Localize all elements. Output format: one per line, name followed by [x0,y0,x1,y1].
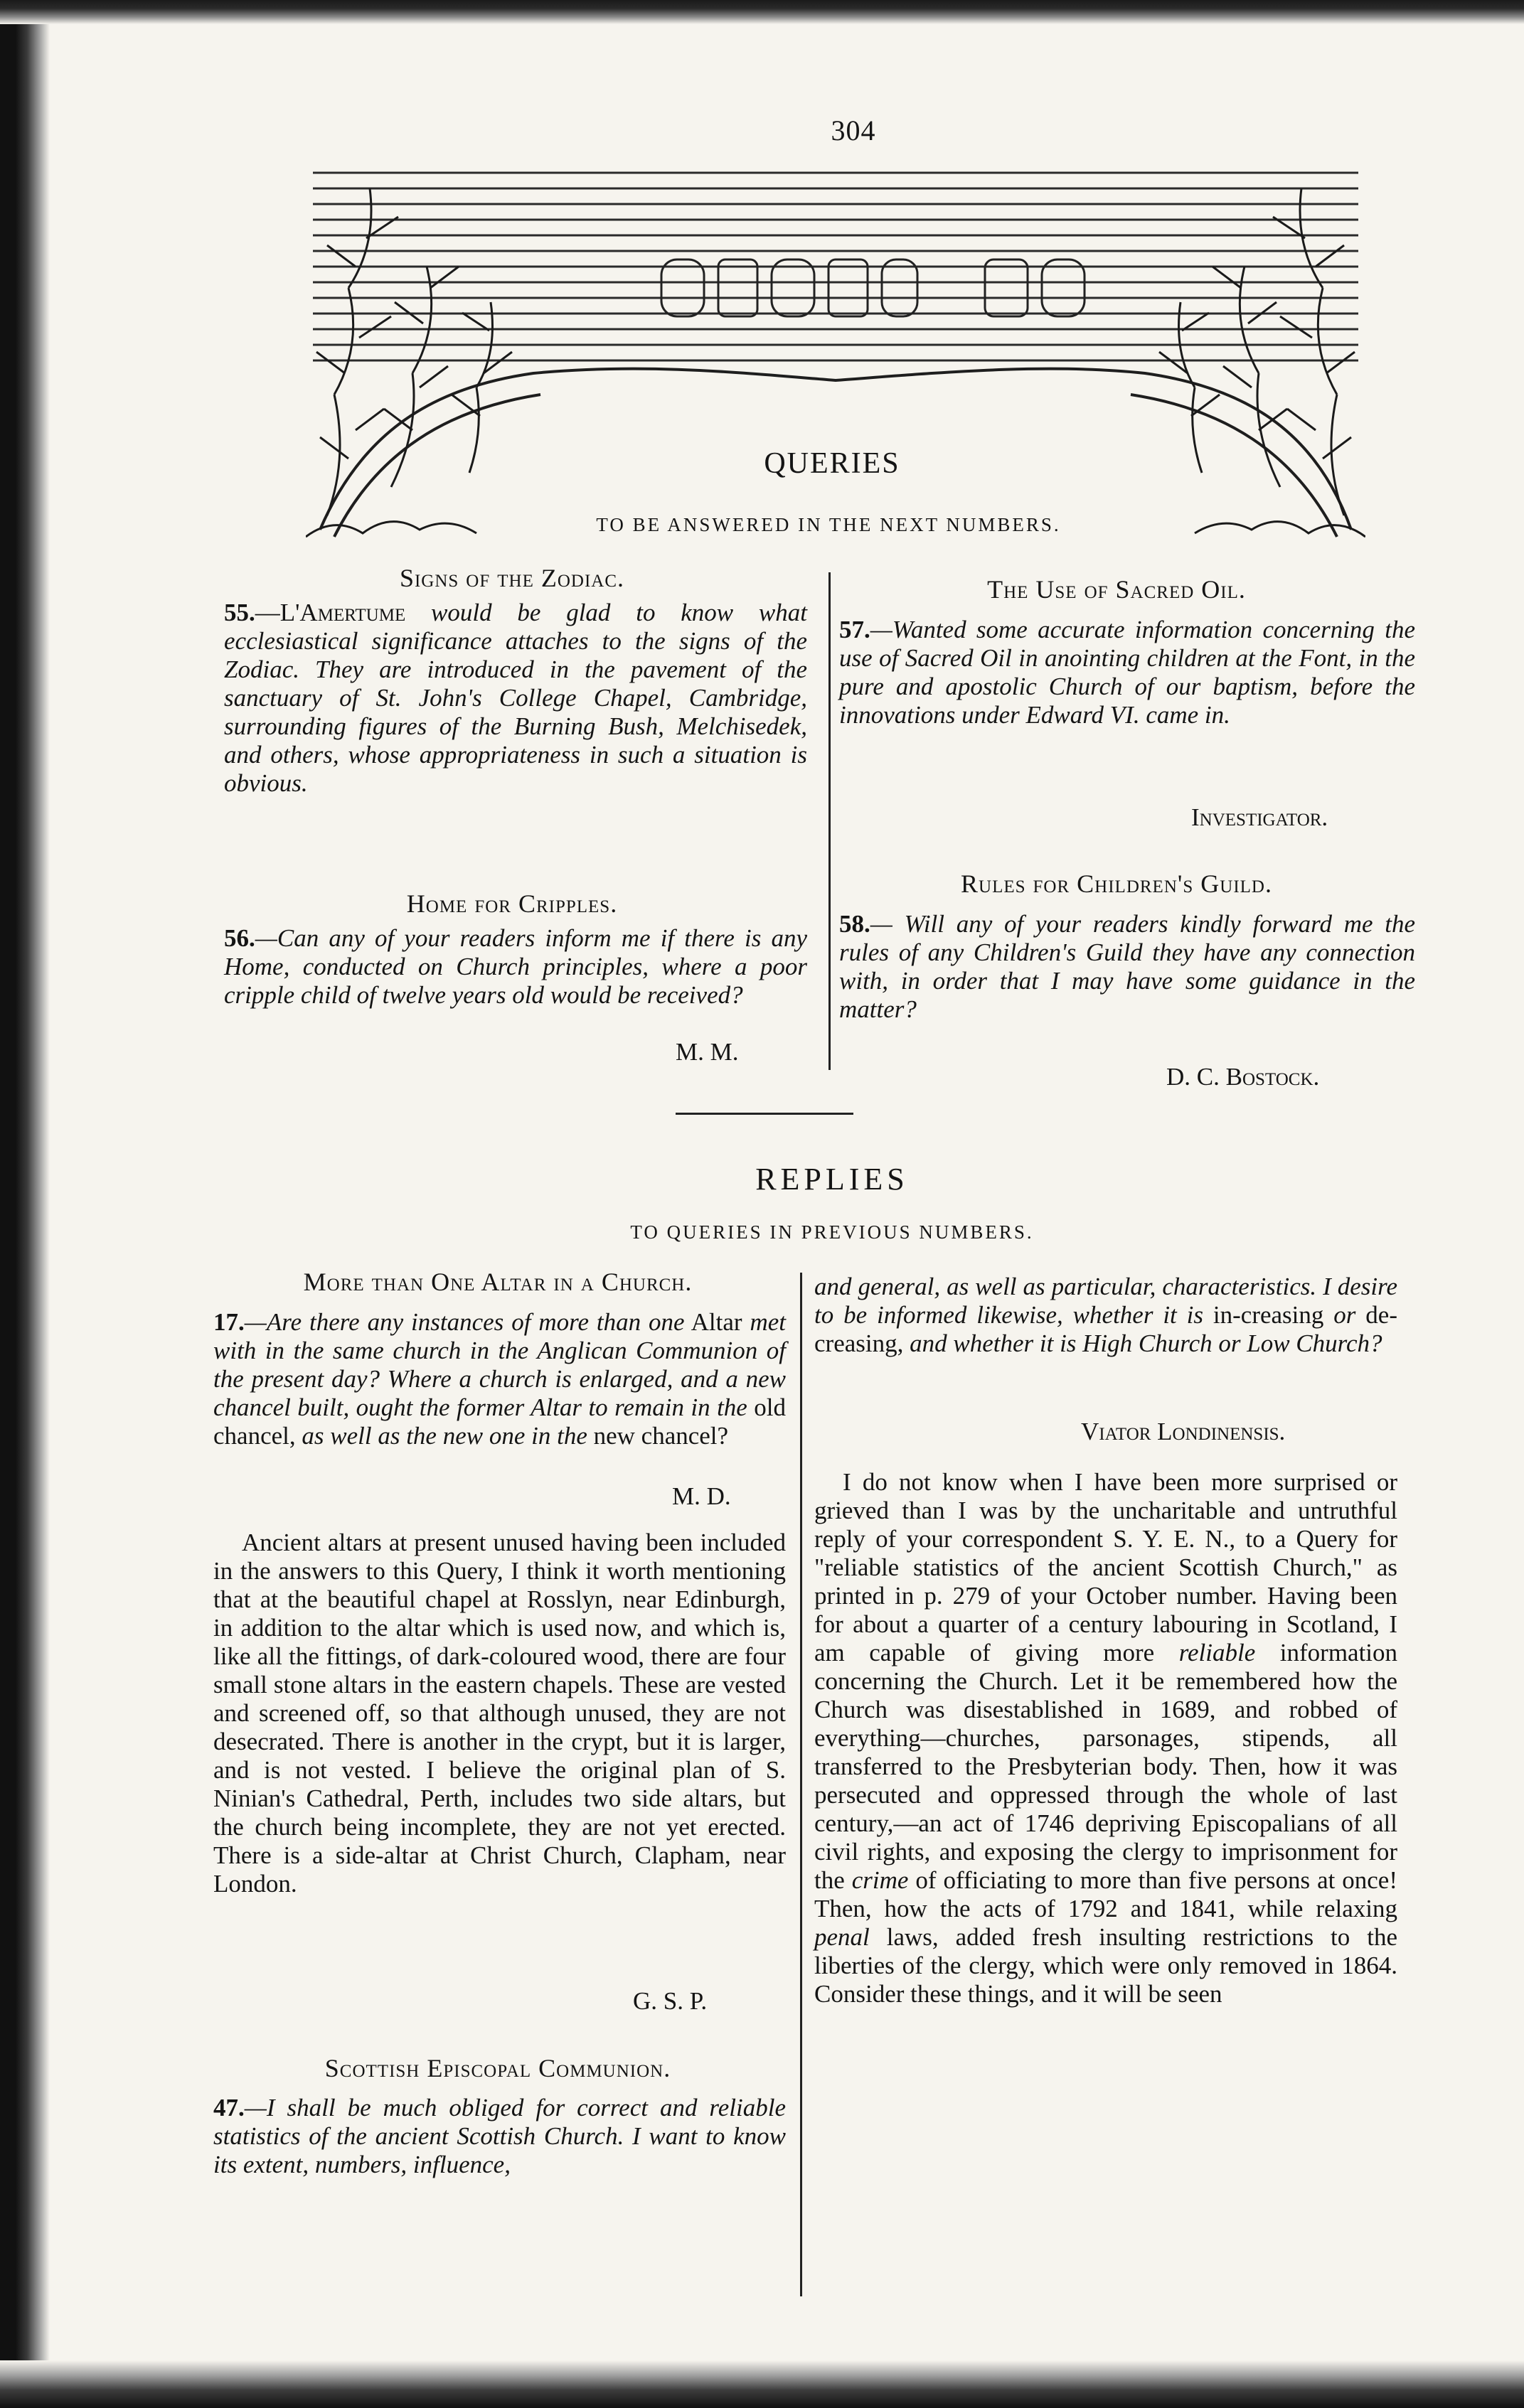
queries-title: QUERIES [740,446,924,481]
reply-47-reply-it3: penal [814,1923,870,1951]
query-55-author: —L'Amertume [255,599,406,626]
query-55-body: would be glad to know what ecclesiastical significance attaches to the signs of the Zodiac. They are introduced in the pavement of the sanctuary of St. John's College Chapel, Cambridge, surrounding figures of the Burning Bush, Melchisedek, and others, whose appropriateness in such a situation is obvious. [224,599,807,797]
query-56-body: —Can any of your readers inform me if there is any Home, conducted on Church principles, where a poor cripple child of twelve years old would be received? [224,924,807,1009]
reply-47-reply-d: laws, added fresh insulting restrictions to the liberties of the clergy, which were only removed in 1864. Consider these things, and it will be seen [814,1923,1397,2008]
reply-47-text-right-a: and general, as well as particular, characteristics. I desire to be informed likewise, whether it is [814,1273,1397,1329]
query-57-signature: Investigator. [1191,803,1328,831]
reply-47-query-left [213,2094,786,2179]
reply-47-reply-it2: crime [851,1866,909,1894]
reply-47-heading: Scottish Episcopal Communion. [324,2054,671,2082]
reply-47-text-right-b: in-creasing [1213,1301,1324,1329]
query-58-heading: Rules for Children's Guild. [961,869,1272,898]
query-57-number: 57. [839,616,870,643]
query-55-number: 55. [224,599,255,626]
reply-17-number: 17. [213,1308,245,1336]
query-58-body: — Will any of your readers kindly forward me the rules of any Children's Guild they have any connection with, in order that I may have some guidance in the matter? [839,910,1415,1023]
query-56-signature: M. M. [676,1038,739,1066]
decorative-banner [306,160,1365,544]
reply-47-reply [814,1468,1397,2008]
reply-17-query [213,1308,786,1450]
reply-17-query-e: as well as the new one in the [302,1422,587,1450]
query-58-text [839,910,1415,1024]
replies-title: REPLIES [755,1162,909,1197]
reply-17-reply [213,1529,786,1898]
reply-47-reply-it: reliable [1178,1639,1256,1666]
reply-17-reply-signature: G. S. P. [633,1987,708,2015]
query-58-number: 58. [839,910,870,938]
query-58-signature: D. C. Bostock. [1166,1063,1320,1091]
reply-17-query-c: met with in the same church in the Anglican Communion of the present day? Where a church is enlarged, and a new chancel built, ought the former Altar to remain in the [213,1308,787,1421]
section-divider [676,1113,853,1115]
query-55-text [224,599,807,798]
reply-17-reply-text: Ancient altars at present unused having been included in the answers to this Query, I think it worth mentioning that at the beautiful chapel at Rosslyn, near Edinburgh, in addition to the altar which is used now, and which is, like all the fittings, of dark-coloured wood, there are four small stone altars in the eastern chapels. These are vested and screened off, so that although unused, they are not desecrated. There is another in the crypt, but it is larger, and is not vested. I believe the original plan of S. Ninian's Cathedral, Perth, includes two side altars, but the church being incomplete, they are not yet erected. There is a side-altar at Christ Church, Clapham, near London. [213,1529,786,1898]
queries-column-rule [828,572,831,1070]
reply-47-reply-a: I do not know when I have been more surprised or grieved than I was by the uncharitable and untruthful reply of your correspondent S. Y. E. N., to a Query for "reliable statistics of the ancient Scottish Church," as printed in p. 279 of your October number. Having been for about a quarter of a century labouring in Scotland, I am capable of giving more [814,1468,1397,1666]
query-57-text [839,616,1415,729]
page-number: 304 [831,114,876,146]
query-56-text [224,924,807,1010]
reply-17-query-signature: M. D. [672,1482,731,1510]
replies-column-rule [800,1273,802,2296]
reply-17-query-d: old chancel, [213,1393,786,1450]
reply-17-query-a: —Are there any instances of more than one [244,1308,685,1336]
reply-47-reply-b: information concerning the Church. Let it be remembered how the Church was disestablished in 1689, and robbed of everything—churches, parsonages, stipends, all transferred to the Presbyterian body. Then, how it was persecuted and oppressed through the whole of last century,—an act of 1746 depriving Episcopalians of all civil rights, and exposing the clergy to imprisonment for the [814,1639,1398,1894]
queries-subtitle: TO BE ANSWERED IN THE NEXT NUMBERS. [596,514,1061,535]
replies-subtitle: TO QUERIES IN PREVIOUS NUMBERS. [630,1221,1034,1243]
reply-47-text-right-e: and whether it is High Church or Low Church? [910,1329,1382,1357]
reply-47-number: 47. [213,2094,245,2121]
reply-17-query-b: Altar [691,1308,742,1336]
reply-17-heading: More than One Altar in a Church. [303,1268,693,1296]
query-57-body: —Wanted some accurate information concerning the use of Sacred Oil in anointing children at the Font, in the pure and apostolic Church of our baptism, before the innovations under Edward VI. came in. [839,616,1415,729]
reply-17-query-f: new chancel? [593,1422,729,1450]
bottom-page-edge [0,2360,1524,2408]
top-page-edge [0,0,1524,24]
reply-47-text-right-c: or [1333,1301,1356,1329]
book-spine-shadow [0,0,50,2408]
query-55-heading: Signs of the Zodiac. [399,564,625,592]
reply-47-reply-c: of officiating to more than five persons at once! Then, how the acts of 1792 and 1841, while relaxing [814,1866,1397,1922]
reply-47-text-left: —I shall be much obliged for correct and reliable statistics of the ancient Scottish Church. I want to know its extent, numbers, influence, [213,2094,786,2178]
banner-illustration [306,160,1365,544]
reply-47-text-right-d: de-creasing, [814,1301,1397,1357]
query-56-heading: Home for Cripples. [406,889,618,918]
query-57-heading: The Use of Sacred Oil. [987,575,1246,604]
query-56-number: 56. [224,924,255,952]
reply-47-query-right [814,1273,1397,1358]
reply-47-signature: Viator Londinensis. [1081,1418,1286,1445]
